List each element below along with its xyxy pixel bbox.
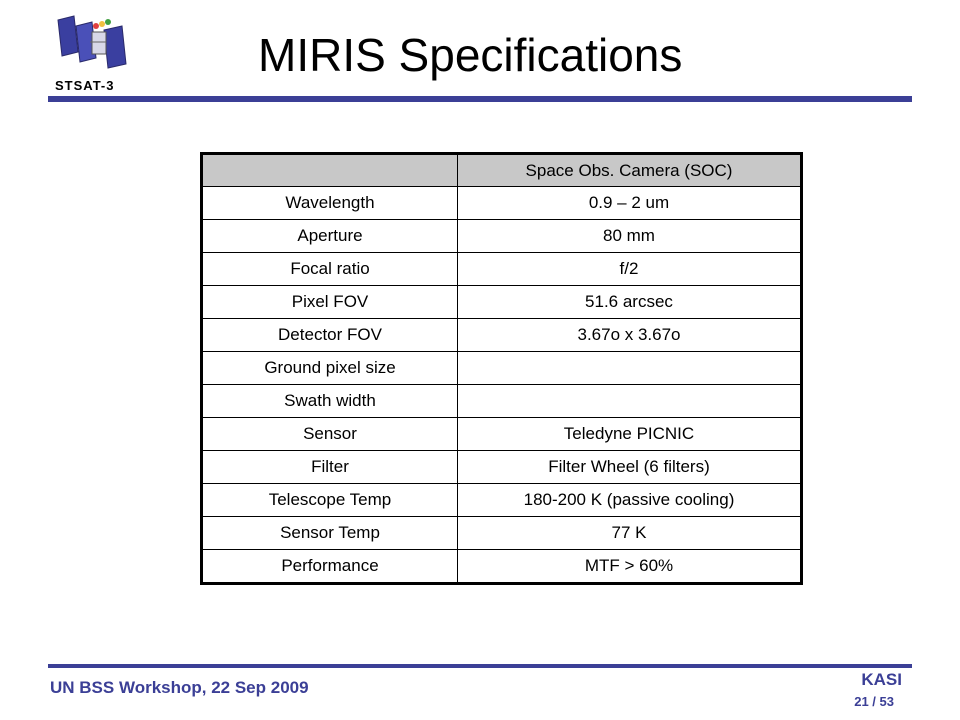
table-cell-label: Swath width — [202, 385, 458, 418]
table-cell-value — [458, 385, 802, 418]
page-number: 21 / 53 — [854, 694, 894, 709]
logo-label: STSAT-3 — [55, 78, 115, 93]
table-header-cell: Space Obs. Camera (SOC) — [458, 154, 802, 187]
table-cell-value: 80 mm — [458, 220, 802, 253]
table-cell-value: 0.9 – 2 um — [458, 187, 802, 220]
table-cell-label: Sensor Temp — [202, 517, 458, 550]
table-row — [202, 187, 802, 220]
table-row — [202, 220, 802, 253]
table-row — [202, 550, 802, 584]
page-title: MIRIS Specifications — [258, 29, 683, 81]
table-row — [202, 484, 802, 517]
table-cell-label: Ground pixel size — [202, 352, 458, 385]
table-row — [202, 418, 802, 451]
table-row — [202, 319, 802, 352]
table-cell-label: Aperture — [202, 220, 458, 253]
table-row — [202, 286, 802, 319]
table-cell-value: Filter Wheel (6 filters) — [458, 451, 802, 484]
table-cell-value: f/2 — [458, 253, 802, 286]
table-cell-label: Telescope Temp — [202, 484, 458, 517]
table-row — [202, 253, 802, 286]
table-row — [202, 352, 802, 385]
table-cell-value — [458, 352, 802, 385]
table-row — [202, 451, 802, 484]
footer-divider — [48, 664, 912, 668]
table-cell-value: 77 K — [458, 517, 802, 550]
footer-event: UN BSS Workshop, 22 Sep 2009 — [50, 678, 309, 697]
table-cell-label: Filter — [202, 451, 458, 484]
table-cell-value: 180-200 K (passive cooling) — [458, 484, 802, 517]
table-cell-label: Focal ratio — [202, 253, 458, 286]
footer-org: KASI — [861, 670, 902, 689]
table-cell-value: Teledyne PICNIC — [458, 418, 802, 451]
table-cell-label: Performance — [202, 550, 458, 584]
table-cell-label: Pixel FOV — [202, 286, 458, 319]
table-header-row — [202, 154, 802, 187]
table-cell-value: 3.67o x 3.67o — [458, 319, 802, 352]
spec-table — [200, 152, 803, 585]
table-cell-value: MTF > 60% — [458, 550, 802, 584]
table-row — [202, 385, 802, 418]
table-header-cell — [202, 154, 458, 187]
table-cell-label: Sensor — [202, 418, 458, 451]
satellite-logo-icon — [52, 12, 132, 80]
header-divider — [48, 96, 912, 102]
table-cell-label: Detector FOV — [202, 319, 458, 352]
table-row — [202, 517, 802, 550]
table-cell-label: Wavelength — [202, 187, 458, 220]
table-cell-value: 51.6 arcsec — [458, 286, 802, 319]
